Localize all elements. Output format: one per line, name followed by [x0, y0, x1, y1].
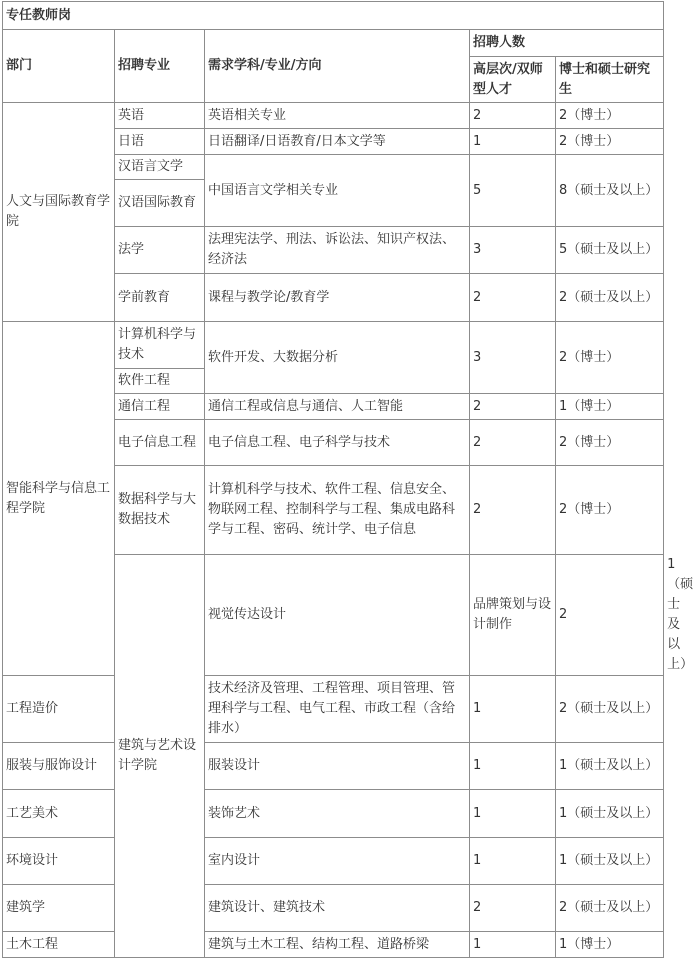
doctor-count-cell: 1（博士）: [556, 932, 664, 958]
table-row: [3, 676, 664, 743]
major-cell: 英语: [115, 103, 205, 129]
recruitment-table: [2, 1, 693, 958]
subject-cell: 建筑与土木工程、结构工程、道路桥梁: [205, 932, 470, 958]
doctor-count-cell: 2（博士）: [556, 103, 664, 129]
high-count-cell: 1: [470, 790, 556, 838]
table-row: [3, 838, 664, 885]
doctor-count-cell: 2（硕士及以上）: [556, 885, 664, 932]
doctor-count-cell: 2（博士）: [556, 129, 664, 155]
high-count-cell: 1: [470, 129, 556, 155]
subject-cell: 法理宪法学、刑法、诉讼法、知识产权法、经济法: [205, 227, 470, 274]
subject-cell: 建筑设计、建筑技术: [205, 885, 470, 932]
major-cell: 环境设计: [3, 838, 115, 885]
doctor-count-cell: 2（博士）: [556, 466, 664, 555]
doctor-count-cell: 1（硕士及以上）: [556, 790, 664, 838]
header-count: 招聘人数: [470, 30, 664, 57]
doctor-count-cell: 2（博士）: [556, 420, 664, 466]
subject-cell: 日语翻译/日语教育/日本文学等: [205, 129, 470, 155]
high-count-cell: 1: [470, 743, 556, 790]
dept-cell: 智能科学与信息工程学院: [3, 322, 115, 676]
high-count-cell: 5: [470, 155, 556, 227]
header-high-level: 高层次/双师型人才: [470, 57, 556, 103]
subject-cell: 软件开发、大数据分析: [205, 322, 470, 394]
major-cell: 通信工程: [115, 394, 205, 420]
high-count-cell: 2: [556, 555, 664, 676]
high-count-cell: 1: [470, 676, 556, 743]
doctor-count-cell: 2（博士）: [556, 322, 664, 394]
subject-cell: 英语相关专业: [205, 103, 470, 129]
major-cell: 法学: [115, 227, 205, 274]
table-row: [3, 932, 664, 958]
major-cell: 软件工程: [115, 369, 205, 394]
subject-cell: 品牌策划与设计制作: [470, 555, 556, 676]
high-count-cell: 2: [470, 274, 556, 322]
table-row: 建筑与艺术设计学院 视觉传达设计 品牌策划与设计制作 2 1（硕士及以上）: [3, 555, 664, 676]
title-row: [3, 2, 664, 30]
table-row: [3, 743, 664, 790]
table-row: [3, 885, 664, 932]
table-row: [3, 322, 664, 369]
major-cell: 汉语国际教育: [115, 180, 205, 227]
header-doctor-master: 博士和硕士研究生: [556, 57, 664, 103]
doctor-count-cell: 1（硕士及以上）: [556, 743, 664, 790]
subject-cell: 计算机科学与技术、软件工程、信息安全、物联网工程、控制科学与工程、集成电路科学与工程、密码、统计学、电子信息: [205, 466, 470, 555]
doctor-count-cell: 1（博士）: [556, 394, 664, 420]
subject-cell: 服装设计: [205, 743, 470, 790]
high-count-cell: 3: [470, 322, 556, 394]
high-count-cell: 2: [470, 394, 556, 420]
subject-cell: 中国语言文学相关专业: [205, 155, 470, 227]
major-cell: 工艺美术: [3, 790, 115, 838]
high-count-cell: 2: [470, 420, 556, 466]
doctor-count-cell: 1（硕士及以上）: [556, 838, 664, 885]
table-row: [3, 790, 664, 838]
high-count-cell: 1: [470, 932, 556, 958]
high-count-cell: 1: [470, 838, 556, 885]
subject-cell: 课程与教学论/教育学: [205, 274, 470, 322]
major-cell: 服装与服饰设计: [3, 743, 115, 790]
subject-cell: 电子信息工程、电子科学与技术: [205, 420, 470, 466]
dept-cell: 建筑与艺术设计学院: [115, 555, 205, 958]
header-major: 招聘专业: [115, 30, 205, 103]
subject-cell: 室内设计: [205, 838, 470, 885]
high-count-cell: 2: [470, 103, 556, 129]
major-cell: 日语: [115, 129, 205, 155]
high-count-cell: 2: [470, 885, 556, 932]
table-title: 专任教师岗: [3, 2, 664, 30]
major-cell: 汉语言文学: [115, 155, 205, 180]
high-count-cell: 2: [470, 466, 556, 555]
major-cell: 建筑学: [3, 885, 115, 932]
doctor-count-cell: 5（硕士及以上）: [556, 227, 664, 274]
major-cell: 土木工程: [3, 932, 115, 958]
header-row: [3, 30, 664, 57]
doctor-count-cell: 8（硕士及以上）: [556, 155, 664, 227]
header-subject: 需求学科/专业/方向: [205, 30, 470, 103]
dept-cell: 人文与国际教育学院: [3, 103, 115, 322]
subject-cell: 装饰艺术: [205, 790, 470, 838]
major-cell: 学前教育: [115, 274, 205, 322]
header-dept: 部门: [3, 30, 115, 103]
major-cell: 视觉传达设计: [205, 555, 470, 676]
major-cell: 计算机科学与技术: [115, 322, 205, 369]
doctor-count-cell: 2（硕士及以上）: [556, 676, 664, 743]
major-cell: 电子信息工程: [115, 420, 205, 466]
doctor-count-cell: 2（硕士及以上）: [556, 274, 664, 322]
table-row: [3, 103, 664, 129]
subject-cell: 技术经济及管理、工程管理、项目管理、管理科学与工程、电气工程、市政工程（含给排水）: [205, 676, 470, 743]
subject-cell: 通信工程或信息与通信、人工智能: [205, 394, 470, 420]
major-cell: 数据科学与大数据技术: [115, 466, 205, 555]
major-cell: 工程造价: [3, 676, 115, 743]
high-count-cell: 3: [470, 227, 556, 274]
